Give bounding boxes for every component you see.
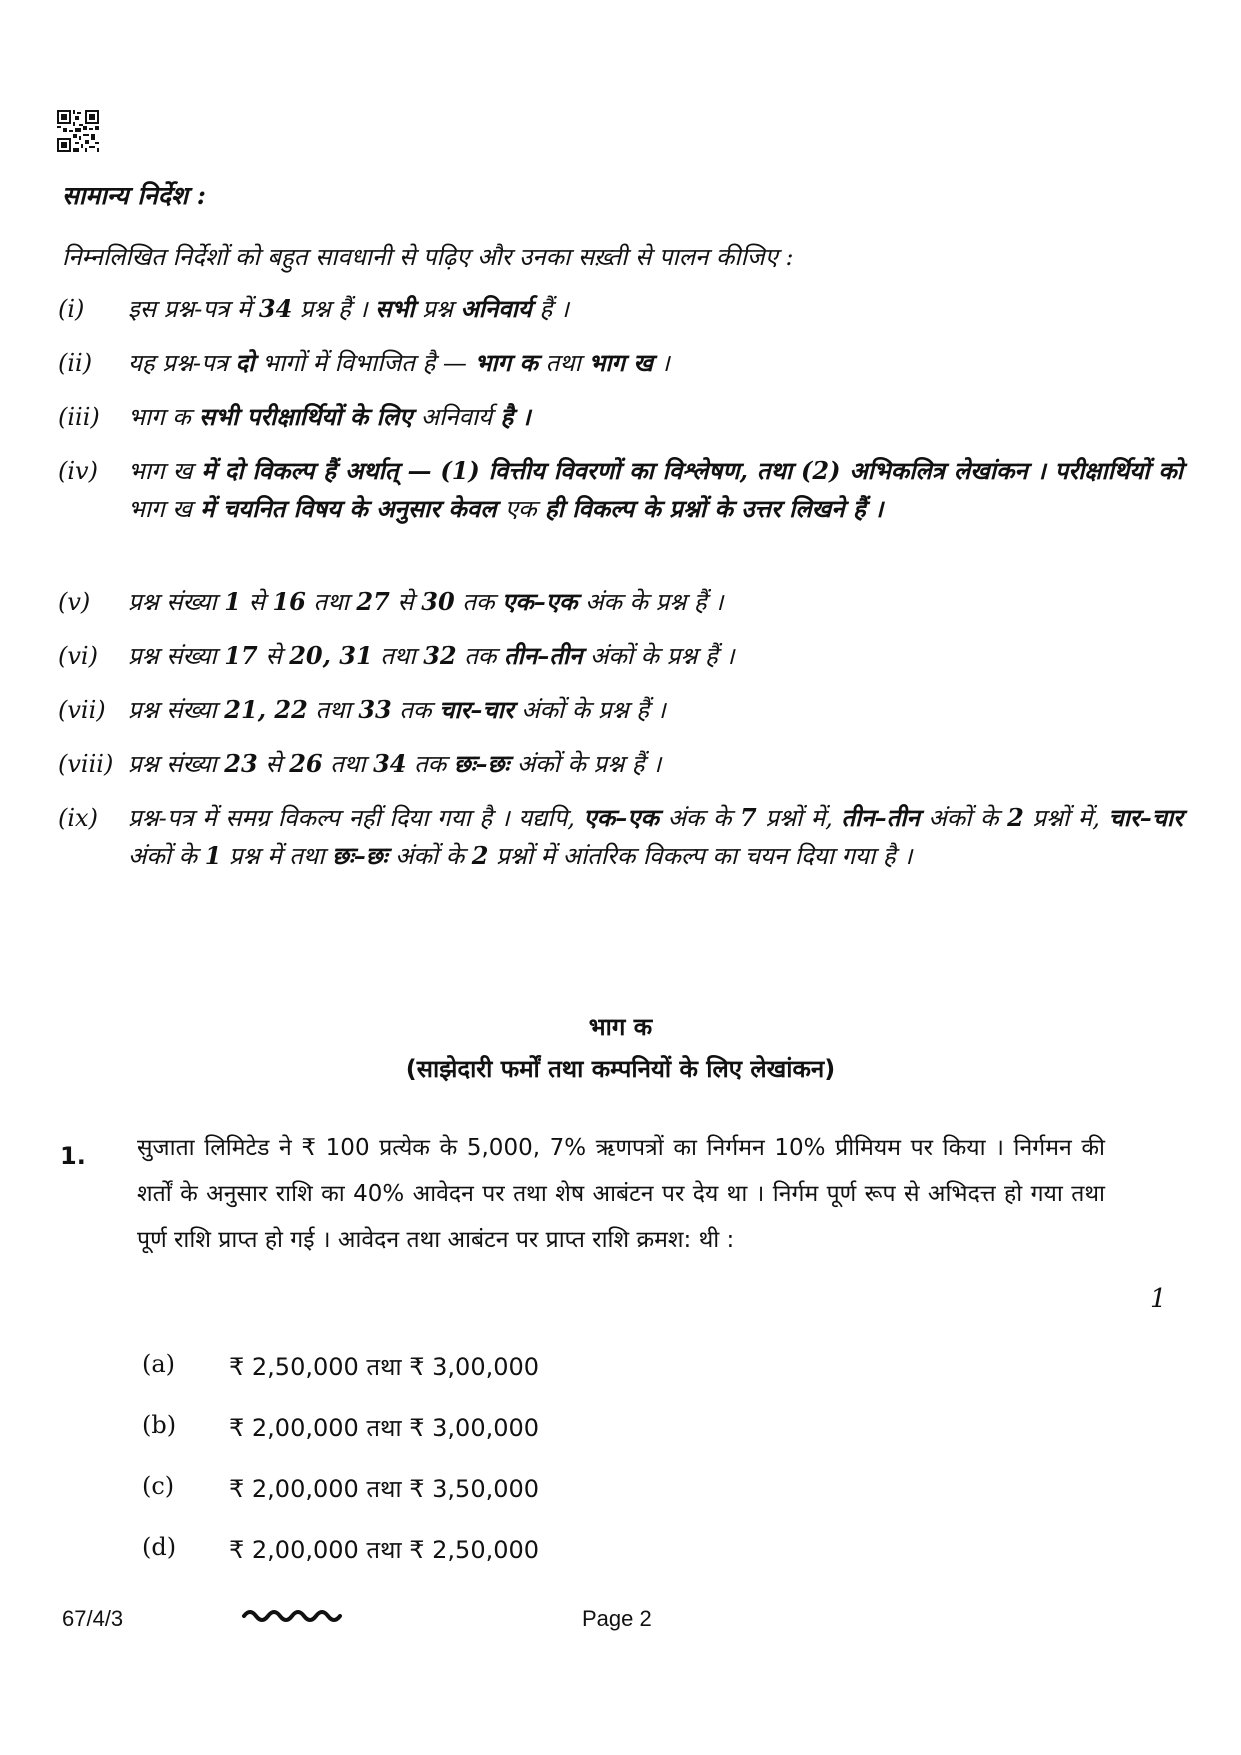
instruction-fragment: प्रश्न-पत्र में समग्र विकल्प नहीं दिया गया है । यद्यपि, [128, 804, 584, 832]
instruction-fragment: प्रश्न संख्या [128, 696, 225, 724]
instruction-emphasis: 20, 31 [289, 641, 373, 670]
instruction-emphasis: सभी परीक्षार्थियों के लिए [190, 402, 421, 431]
instruction-emphasis: छः–छः [453, 749, 510, 778]
instruction-fragment: से [389, 588, 422, 616]
instruction-fragment: प्रश्नों में, [756, 804, 842, 832]
instruction-emphasis: 17 [224, 641, 258, 670]
instruction-fragment: भाग ख [128, 457, 193, 485]
wave-decoration-icon [240, 1602, 350, 1626]
instruction-number: (ix) [58, 804, 98, 832]
instruction-fragment: तक [406, 750, 454, 778]
instruction-number: (vii) [58, 696, 106, 724]
instruction-emphasis: एक–एक [502, 587, 578, 616]
instruction-emphasis: छः–छः [332, 841, 388, 870]
instruction-fragment: अंक के प्रश्न हैं । [577, 588, 724, 616]
instruction-emphasis: ही विकल्प के प्रश्नों के उत्तर लिखने हैं । [536, 494, 884, 523]
instructions-heading: सामान्य निर्देश : [62, 181, 206, 210]
instruction-fragment: तक [391, 696, 440, 724]
instruction-fragment: तथा [537, 349, 589, 377]
instruction-emphasis: 27 [356, 587, 390, 616]
instruction-emphasis: में दो विकल्प हैं अर्थात् — (1) वित्तीय विवरणों का विश्लेषण, तथा (2) अभिकलित्र लेखांकन । परीक्षार्थियों को [192, 456, 1183, 485]
instruction-fragment: प्रश्नों में, [1023, 804, 1109, 832]
instruction-emphasis: 1 [204, 841, 222, 870]
instruction-fragment: भागों में विभाजित है — [254, 349, 475, 377]
instruction-emphasis: 33 [358, 695, 392, 724]
instruction-emphasis: 1 [224, 587, 241, 616]
instruction-fragment: एक [504, 495, 537, 523]
instruction-emphasis: 21, 22 [224, 695, 308, 724]
qr-code-icon [57, 110, 99, 152]
instruction-fragment: अंकों के प्रश्न हैं । [582, 642, 735, 670]
instruction-text [128, 691, 1183, 729]
instruction-fragment: प्रश्न संख्या [128, 588, 225, 616]
question-marks: 1 [1150, 1284, 1167, 1314]
instruction-fragment: भाग ख [128, 495, 192, 523]
instruction-emphasis: तीन–तीन [503, 641, 583, 670]
instruction-fragment: से [241, 588, 273, 616]
instruction-fragment: तथा [305, 588, 357, 616]
page-number: Page 2 [582, 1606, 652, 1631]
instruction-fragment: तथा [372, 642, 424, 670]
instruction-emphasis: भाग ख [588, 348, 654, 377]
instruction-number: (vi) [58, 642, 98, 670]
instruction-fragment: । [653, 349, 670, 377]
instruction-emphasis: तीन–तीन [841, 803, 920, 832]
instruction-emphasis: 30 [421, 587, 455, 616]
instruction-number: (iv) [58, 457, 98, 485]
option-label: (a) [142, 1350, 176, 1378]
instruction-emphasis: दो [235, 348, 255, 377]
instruction-fragment: से [257, 642, 290, 670]
option-value: ₹ 2,00,000 तथा ₹ 3,00,000 [229, 1414, 540, 1442]
instruction-fragment: प्रश्नों में आंतरिक विकल्प का चयन दिया गया है । [488, 842, 913, 870]
instruction-fragment: अंकों के [128, 842, 205, 870]
instruction-number: (i) [58, 295, 85, 323]
option-value: ₹ 2,00,000 तथा ₹ 3,50,000 [229, 1475, 540, 1503]
paper-code: 67/4/3 [62, 1606, 124, 1631]
section-title: भाग क [588, 1013, 653, 1041]
instruction-fragment: तथा [322, 750, 374, 778]
instruction-text [128, 452, 1183, 528]
instruction-number: (iii) [58, 403, 100, 431]
instruction-fragment: प्रश्न में तथा [221, 842, 333, 870]
instruction-fragment: प्रश्न संख्या [128, 750, 225, 778]
instruction-fragment: इस प्रश्न-पत्र में [128, 295, 259, 323]
instruction-emphasis: 32 [423, 641, 457, 670]
instruction-fragment: प्रश्न हैं । [292, 295, 376, 323]
instruction-emphasis: भाग क [474, 348, 538, 377]
instruction-number: (v) [58, 588, 91, 616]
instruction-text [128, 583, 1183, 621]
instruction-fragment: तथा [307, 696, 359, 724]
instruction-fragment: अंकों के प्रश्न हैं । [513, 696, 666, 724]
option-label: (c) [142, 1472, 175, 1500]
option-value: ₹ 2,00,000 तथा ₹ 2,50,000 [229, 1536, 540, 1564]
instruction-fragment: यह प्रश्न-पत्र [128, 349, 236, 377]
instruction-fragment: अंकों के [387, 842, 472, 870]
instruction-fragment: अंक के [658, 804, 740, 832]
question-text: सुजाता लिमिटेड ने ₹ 100 प्रत्येक के 5,000, 7% ऋणपत्रों का निर्गमन 10% प्रीमियम पर किया । निर्गमन की शर्तों के अनुसार राशि का 40% आवेदन पर तथा शेष आबंटन पर देय था । निर्गम पूर्ण रूप से अभिदत्त हो गया तथा पूर्ण राशि प्राप्त हो गई । आवेदन तथा आबंटन पर प्राप्त राशि क्रमश: थी : [137, 1135, 1105, 1253]
instruction-text [128, 398, 1183, 436]
instruction-fragment: प्रश्न संख्या [128, 642, 225, 670]
instruction-text [128, 637, 1183, 675]
instruction-emphasis: 23 [224, 749, 258, 778]
instruction-fragment: अनिवार्य [420, 403, 493, 431]
instruction-emphasis: 7 [740, 803, 757, 832]
section-subtitle: (साझेदारी फर्मों तथा कम्पनियों के लिए लेखांकन) [405, 1055, 836, 1083]
instruction-emphasis: चार–चार [1108, 803, 1183, 832]
instruction-emphasis: अनिवार्य [460, 294, 532, 323]
instruction-emphasis: 2 [1007, 803, 1024, 832]
instruction-text [128, 290, 1183, 328]
instruction-fragment: तक [454, 588, 503, 616]
instruction-emphasis: है । [492, 402, 531, 431]
instruction-emphasis: 16 [272, 587, 306, 616]
instruction-fragment: हैं । [531, 295, 569, 323]
instruction-fragment: तक [456, 642, 504, 670]
instruction-emphasis: सभी [375, 294, 415, 323]
instruction-emphasis: 34 [373, 749, 407, 778]
instruction-fragment: अंकों के [919, 804, 1008, 832]
instruction-emphasis: में चयनित विषय के अनुसार केवल [191, 494, 505, 523]
instruction-text [128, 799, 1183, 875]
instruction-fragment: भाग क [128, 403, 191, 431]
instruction-fragment: प्रश्न [414, 295, 461, 323]
instruction-fragment: अंकों के प्रश्न हैं । [509, 750, 662, 778]
instruction-number: (ii) [58, 349, 93, 377]
instruction-text [128, 745, 1183, 783]
option-label: (b) [142, 1411, 177, 1439]
instruction-text [128, 344, 1183, 382]
option-value: ₹ 2,50,000 तथा ₹ 3,00,000 [229, 1353, 540, 1381]
instruction-emphasis: 2 [471, 841, 489, 870]
instruction-emphasis: एक–एक [583, 803, 659, 832]
instruction-fragment: से [257, 750, 290, 778]
instruction-emphasis: 26 [289, 749, 323, 778]
instruction-number: (viii) [58, 750, 114, 778]
instruction-emphasis: चार–चार [439, 695, 514, 724]
instruction-emphasis: 34 [258, 294, 293, 323]
option-label: (d) [142, 1533, 177, 1561]
question-number: 1. [60, 1142, 86, 1170]
instructions-intro: निम्नलिखित निर्देशों को बहुत सावधानी से पढ़िए और उनका सख़्ती से पालन कीजिए : [62, 243, 794, 271]
